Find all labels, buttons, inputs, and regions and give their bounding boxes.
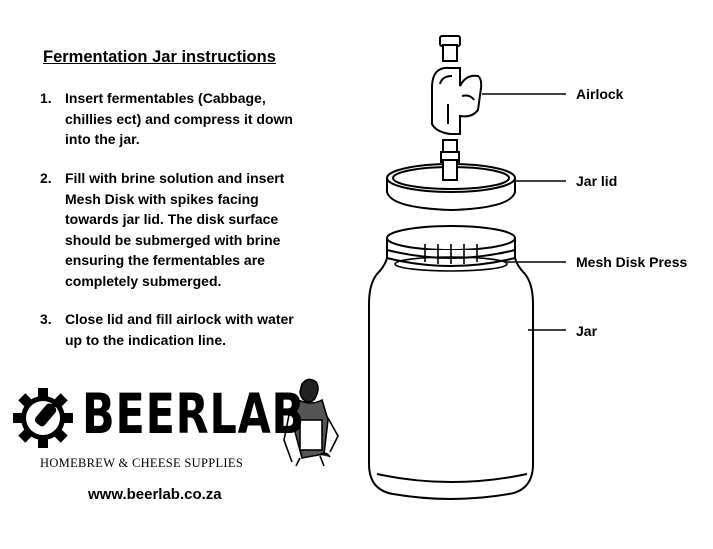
- step-text: Fill with brine solution and insert Mesh Disk with spikes facing towards jar lid. The disk surface should be submerged with brine ensuring the fermentables are completely submerged.: [65, 170, 285, 289]
- brand-name: BEERLAB: [82, 382, 306, 446]
- step-text: Close lid and fill airlock with water up to the indication line.: [65, 311, 294, 348]
- step-number: 3.: [40, 311, 52, 327]
- step-number: 2.: [40, 170, 52, 186]
- gear-bottle-logo-icon: [13, 388, 73, 448]
- jar-lid-icon: [387, 160, 515, 210]
- label-jar: Jar: [576, 323, 598, 339]
- brand-tagline: HOMEBREW & CHEESE SUPPLIES: [40, 456, 244, 470]
- step-text: Insert fermentables (Cabbage, chillies ect) and compress it down into the jar.: [65, 90, 293, 147]
- label-jar-lid: Jar lid: [576, 173, 618, 189]
- label-mesh-disk-press: Mesh Disk Press: [576, 254, 688, 270]
- website-url[interactable]: www.beerlab.co.za: [88, 486, 222, 503]
- airlock-icon: [432, 36, 481, 166]
- instructions-title: Fermentation Jar instructions: [43, 48, 276, 66]
- label-airlock: Airlock: [576, 86, 624, 102]
- jar-icon: [369, 226, 533, 499]
- step-number: 1.: [40, 90, 52, 106]
